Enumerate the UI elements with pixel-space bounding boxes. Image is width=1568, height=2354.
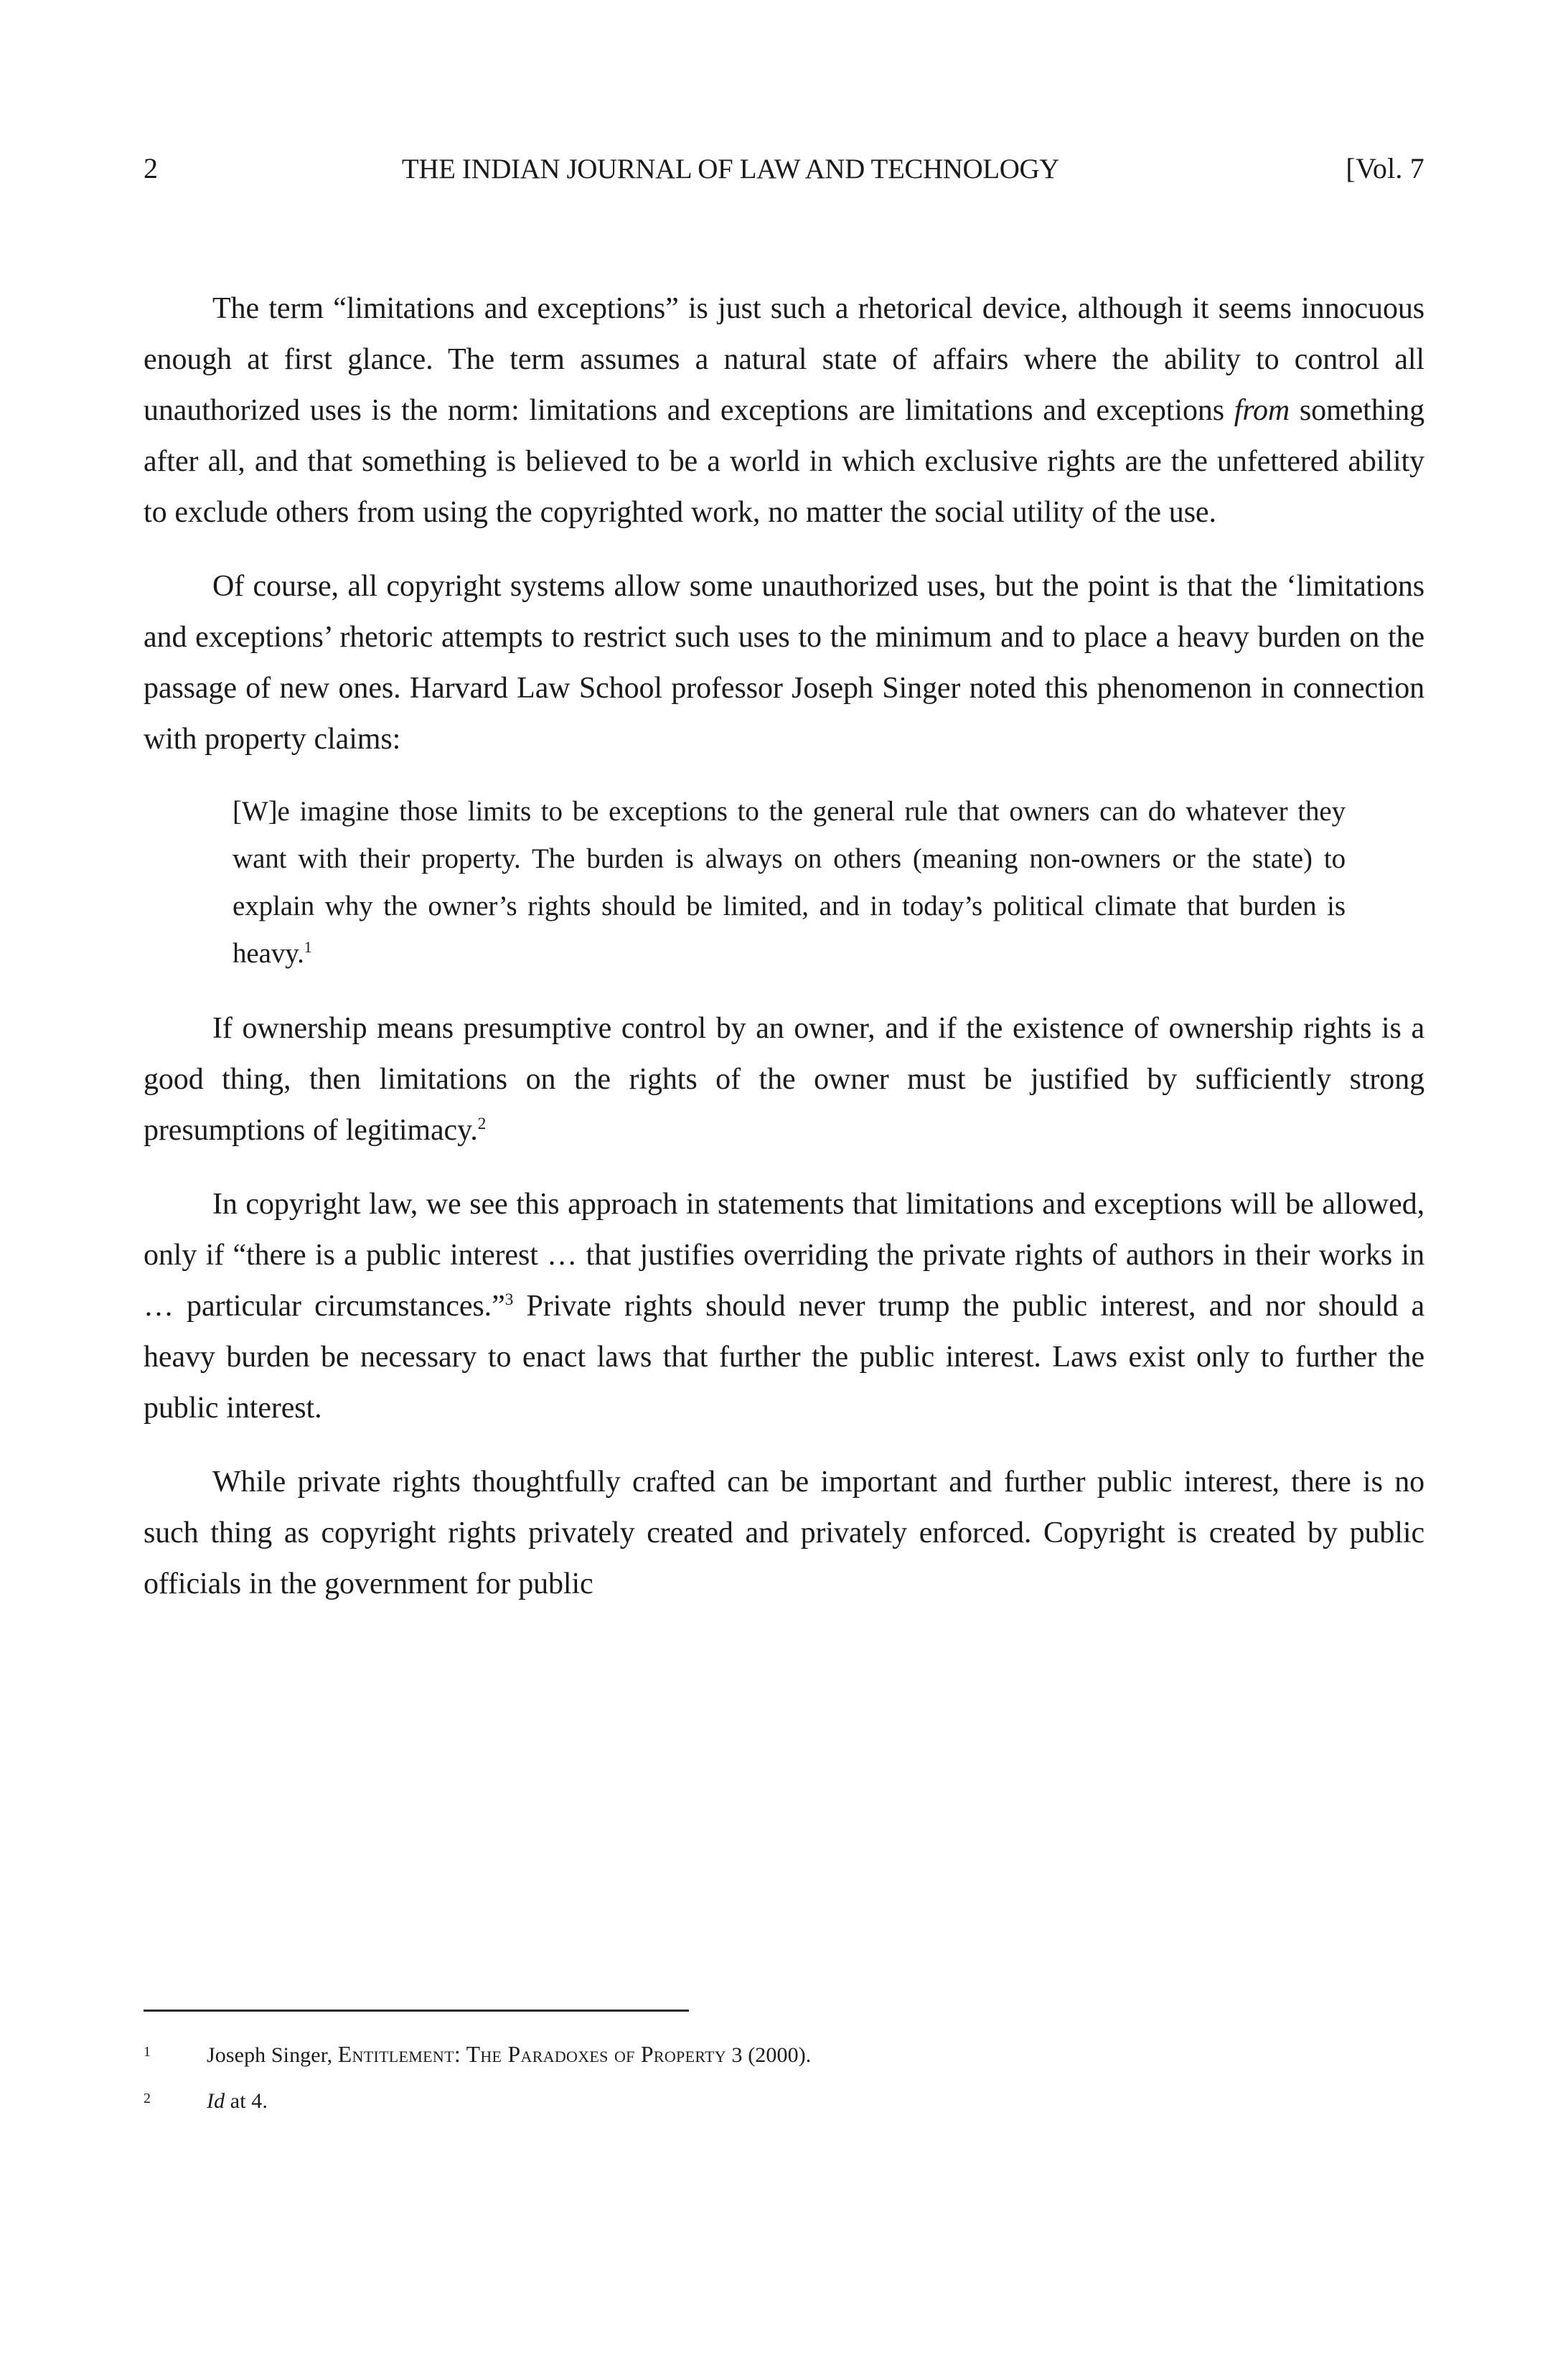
footnote-item bbox=[144, 2036, 1424, 2074]
text-run: Private rights should never trump the public interest, and nor should a heavy burden be necessary to enact laws that further the public interest. Laws exist only to further the public interest. bbox=[144, 1290, 1424, 1425]
volume-label: [Vol. 7 bbox=[1346, 152, 1424, 184]
text-run: 3 (2000). bbox=[726, 2043, 812, 2067]
footnote-separator-rule bbox=[144, 2010, 689, 2012]
italic-run: Id bbox=[207, 2089, 225, 2113]
text-run: something after all, and that something is believed to be a world in which exclusive rights are the unfettered ability to exclude others from using the copyrighted work, no matter the social utility of the use. bbox=[144, 394, 1424, 529]
block-quote bbox=[144, 788, 1424, 977]
paragraph bbox=[144, 283, 1424, 538]
footnote-area bbox=[144, 2010, 1424, 2129]
text-run: [W]e imagine those limits to be exceptions to the general rule that owners can do whatever they want with their property. The burden is always on others (meaning non-owners or the state) to explain why the owner’s rights should be limited, and in today’s political climate that burden is heavy. bbox=[233, 796, 1346, 969]
paragraph bbox=[144, 1179, 1424, 1434]
page-folio: 2 bbox=[144, 152, 159, 184]
article-body bbox=[144, 283, 1424, 1610]
small-caps-run: Entitlement: The Paradoxes of Property bbox=[337, 2042, 726, 2067]
footnote-item bbox=[144, 2083, 1424, 2120]
paragraph bbox=[144, 1003, 1424, 1156]
text-run: The term “limitations and exceptions” is just such a rhetorical device, although it seems innocuous enough at first glance. The term assumes a natural state of affairs where the ability to control all unauthorized uses is the norm: limitations and exceptions are limitations and exceptions bbox=[144, 292, 1424, 427]
paragraph bbox=[144, 1457, 1424, 1610]
footnote-reference: 2 bbox=[477, 1115, 487, 1133]
footnote-reference: 3 bbox=[504, 1290, 514, 1309]
footnote-reference: 1 bbox=[304, 939, 312, 956]
text-run: Of course, all copyright systems allow some unauthorized uses, but the point is that the ‘limitations and exceptions’ rhetoric attempts to restrict such uses to the minimum and to place a heavy burden on the passage of new ones. Harvard Law School professor Joseph Singer noted this phenomenon in connection with property claims: bbox=[144, 570, 1424, 756]
text-run: In copyright law, we see this approach in statements that limitations and exceptions will be allowed, only if “there is a public interest … that justifies overriding the private rights of authors in their works in … particular circumstances.” bbox=[144, 1188, 1424, 1323]
block-quote-text bbox=[233, 788, 1346, 977]
text-run: If ownership means presumptive control by an owner, and if the existence of ownership rights is a good thing, then limitations on the rights of the owner must be justified by sufficiently strong presumptions of legitimacy. bbox=[144, 1012, 1424, 1147]
text-run: Joseph Singer, bbox=[207, 2043, 338, 2067]
text-run: While private rights thoughtfully crafted can be important and further public interest, there is no such thing as copyright rights privately created and privately enforced. Copyright is created by public officials in the government for public bbox=[144, 1466, 1424, 1600]
footnote-text bbox=[207, 2036, 1424, 2074]
running-head bbox=[144, 154, 1424, 197]
paragraph bbox=[144, 561, 1424, 765]
footnote-marker: 2 bbox=[144, 2091, 151, 2106]
footnote-marker: 1 bbox=[144, 2044, 151, 2060]
footnote-text bbox=[207, 2083, 1424, 2120]
italic-run: from bbox=[1234, 394, 1290, 427]
text-run: at 4. bbox=[225, 2089, 268, 2113]
journal-title: THE INDIAN JOURNAL OF LAW AND TECHNOLOGY bbox=[401, 154, 1060, 184]
